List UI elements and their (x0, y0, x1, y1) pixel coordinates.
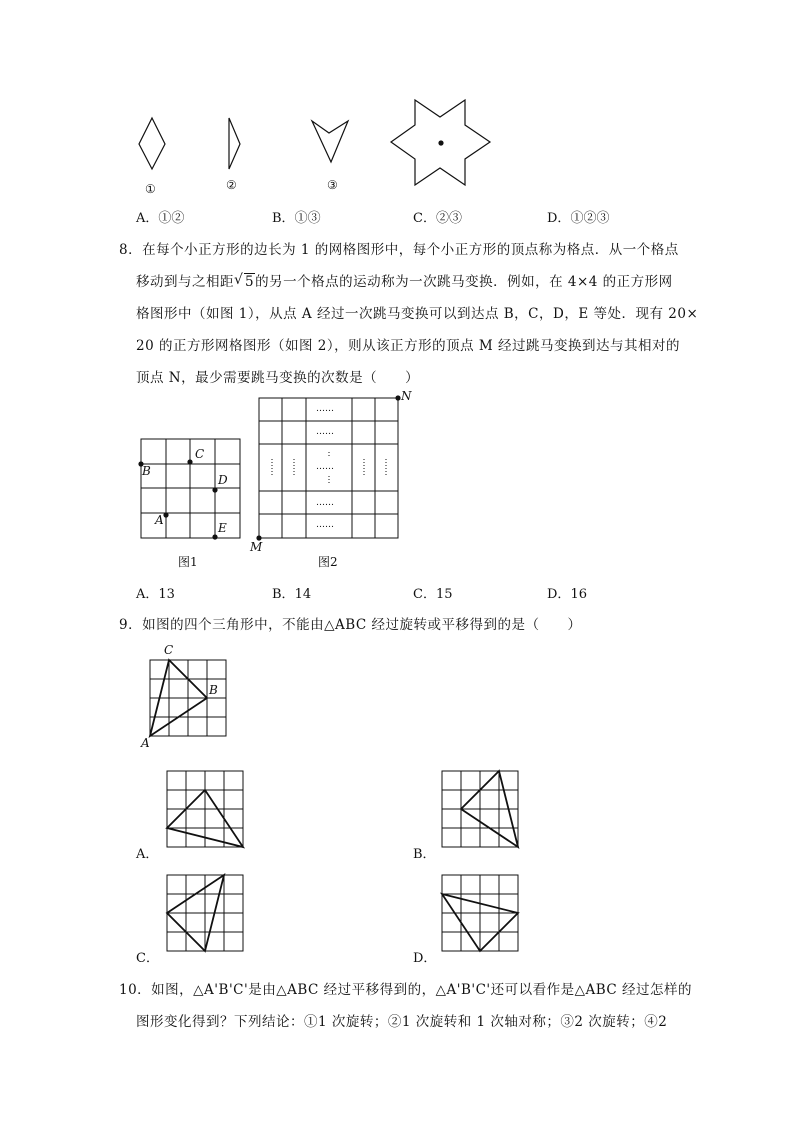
fig2-dots-bot-2: …… (316, 520, 334, 530)
q10-line-2: 图形变化得到？下列结论：①1 次旋转；②1 次旋转和 1 次轴对称；③2 次旋转；④2 (136, 1014, 668, 1030)
q7-option-a[interactable]: A．①② (136, 211, 185, 226)
q9-point-b: B (209, 683, 218, 697)
q8-option-c[interactable]: C．15 (413, 587, 453, 602)
q7-label-3: ③ (327, 178, 338, 192)
q9-point-a: A (141, 736, 150, 750)
q8-option-b[interactable]: B．14 (272, 587, 312, 602)
q9-option-b[interactable]: B． (413, 847, 436, 862)
fig1-caption: 图1 (178, 555, 198, 569)
q8-line-3: 格图形中（如图 1），从点 A 经过一次跳马变换可以到达点 B，C，D，E 等处．现有 20× (136, 306, 699, 322)
q8-line-5: 顶点 N，最少需要跳马变换的次数是（ ） (136, 370, 420, 386)
q8-line-1: 8．在每个小正方形的边长为 1 的网格图形中，每个小正方形的顶点称为格点．从一个格点 (119, 242, 679, 258)
q7-label-1: ① (145, 182, 156, 196)
fig1-point-c: C (195, 447, 205, 461)
q10-line-1: 10．如图，△A'B'C'是由△ABC 经过平移得到的，△A'B'C'还可以看作是△ABC 经过怎样的 (119, 982, 693, 998)
q7-label-2: ② (226, 178, 237, 192)
q9-option-c[interactable]: C． (136, 951, 159, 966)
fig2-dots-top-2: …… (316, 427, 334, 437)
fig2-point-n: N (401, 389, 412, 403)
fig2-caption: 图2 (318, 555, 338, 569)
q9-option-a[interactable]: A． (136, 847, 159, 862)
q9-point-c: C (164, 643, 174, 657)
q7-option-b[interactable]: B．①③ (272, 211, 321, 226)
q8-line-4: 20 的正方形网格图形（如图 2），则从该正方形的顶点 M 经过跳马变换到达与其相对的 (136, 338, 681, 354)
fig1-point-a: A (155, 513, 164, 527)
q8-option-a[interactable]: A．13 (136, 587, 175, 602)
q8-line-2: 移动到与之相距 √ 5的另一个格点的运动称为一次跳马变换．例如，在 4×4 的正方形网 (136, 272, 673, 290)
fig1-point-d: D (218, 473, 228, 487)
fig2-dots-top-1: …… (316, 404, 334, 414)
q9-option-d[interactable]: D． (413, 951, 437, 966)
fig2-dots-mid: …… (316, 462, 334, 472)
fig2-point-m: M (250, 540, 263, 554)
fig2-dots-bot-1: …… (316, 498, 334, 508)
fig1-point-e: E (218, 521, 227, 535)
q7-option-d[interactable]: D．①②③ (547, 211, 610, 226)
q7-option-c[interactable]: C．②③ (413, 211, 462, 226)
q9-line-1: 9．如图的四个三角形中，不能由△ABC 经过旋转或平移得到的是（ ） (119, 617, 582, 633)
fig1-point-b: B (142, 464, 151, 478)
sqrt-symbol: √ 5 (234, 272, 255, 290)
q8-option-d[interactable]: D．16 (547, 587, 587, 602)
